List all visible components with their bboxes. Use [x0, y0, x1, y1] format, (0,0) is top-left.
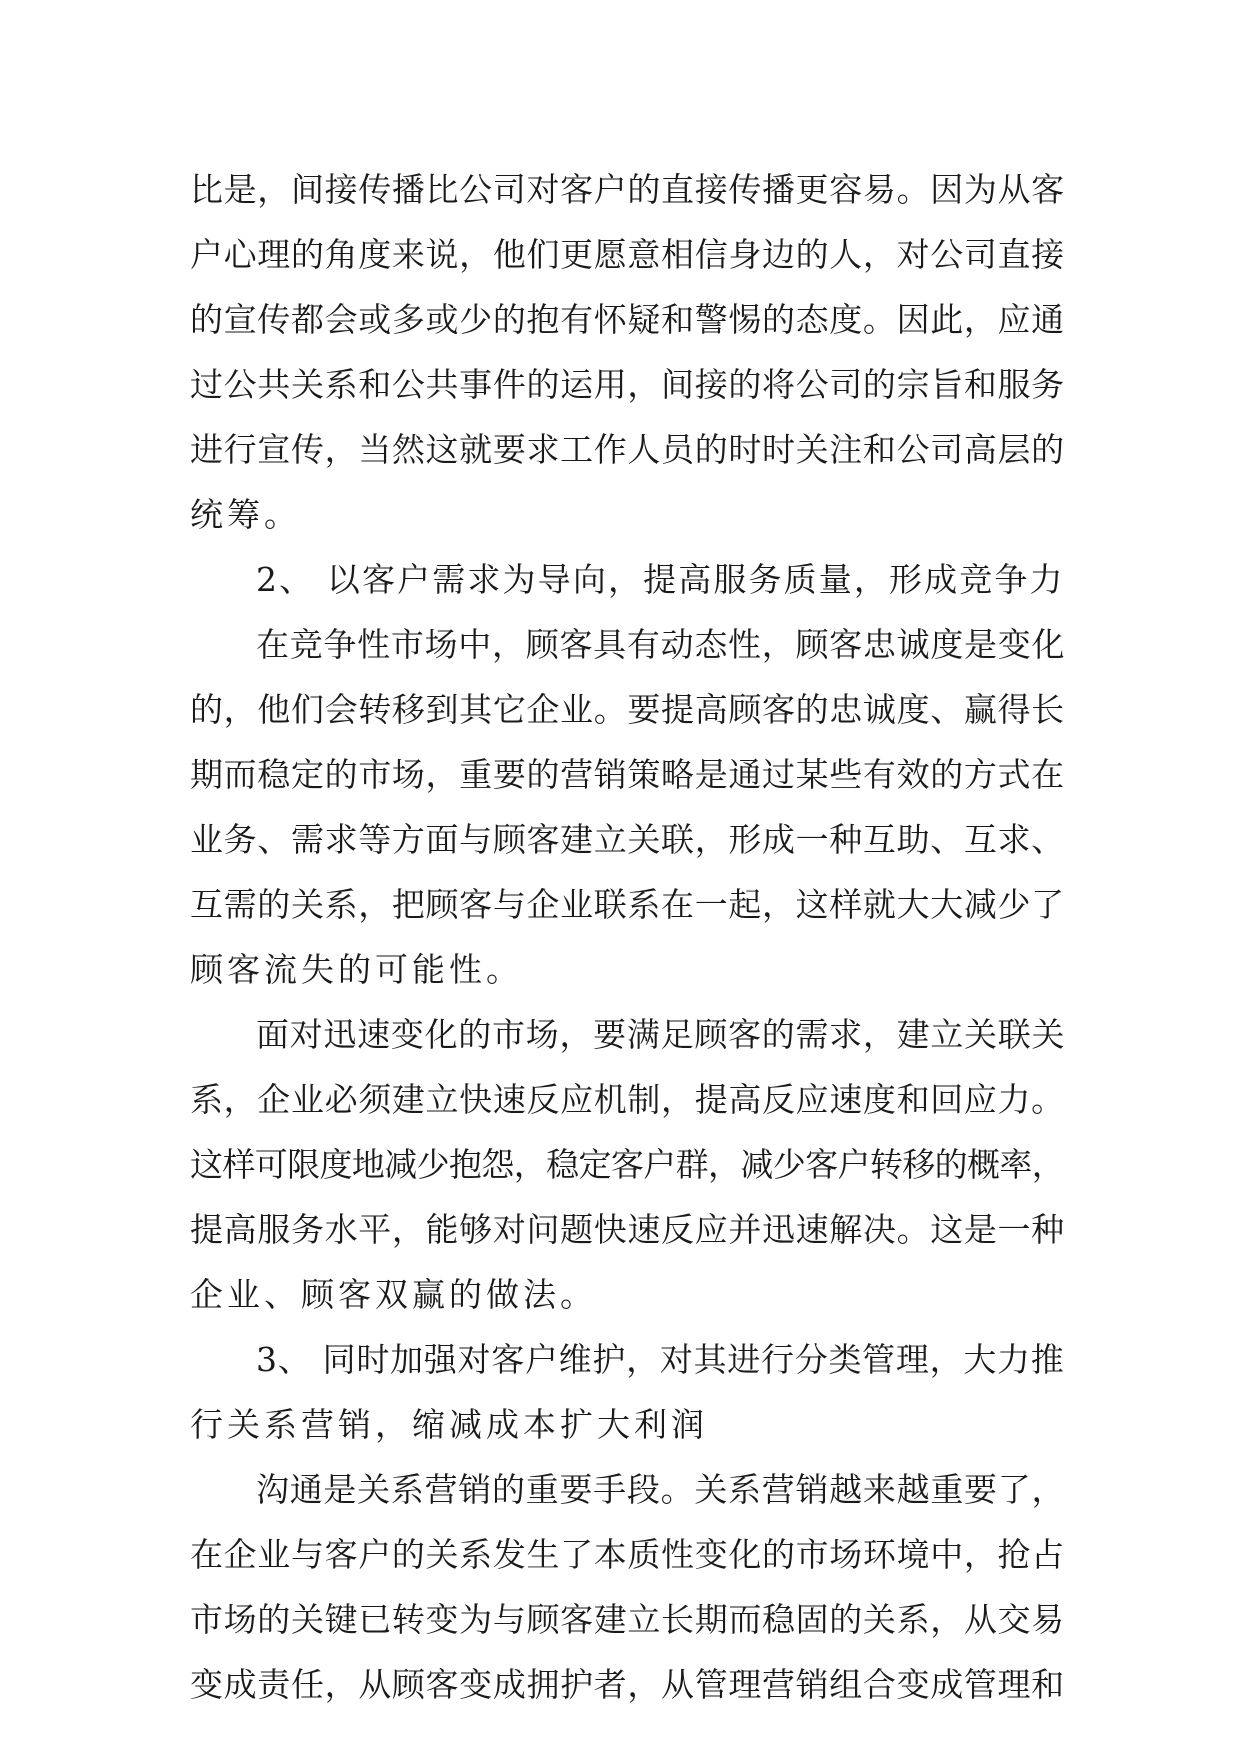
text-line: 市场的关键已转变为与顾客建立长期而稳固的关系，从交易	[190, 1600, 1065, 1639]
text-line: 行关系营销，缩减成本扩大利润	[190, 1405, 708, 1444]
text-line: 这样可限度地减少抱怨，稳定客户群，减少客户转移的概率，	[190, 1145, 1065, 1184]
text-line: 在竞争性市场中，顾客具有动态性，顾客忠诚度是变化	[256, 625, 1066, 664]
text-line: 进行宣传，当然这就要求工作人员的时时关注和公司高层的	[190, 430, 1065, 469]
text-line: 互需的关系，把顾客与企业联系在一起，这样就大大减少了	[190, 885, 1065, 924]
text-line: 比是，间接传播比公司对客户的直接传播更容易。因为从客	[190, 170, 1065, 209]
text-line: 业务、需求等方面与顾客建立关联，形成一种互助、互求、	[190, 820, 1065, 859]
text-line: 在企业与客户的关系发生了本质性变化的市场环境中，抢占	[190, 1535, 1065, 1574]
text-line: 3、 同时加强对客户维护，对其进行分类管理，大力推	[256, 1340, 1065, 1379]
body-text	[190, 157, 1070, 1717]
text-line: 面对迅速变化的市场，要满足顾客的需求，建立关联关	[256, 1015, 1066, 1054]
text-line: 顾客流失的可能性。	[190, 950, 523, 989]
text-line: 沟通是关系营销的重要手段。关系营销越来越重要了，	[256, 1470, 1066, 1509]
text-line: 系，企业必须建立快速反应机制，提高反应速度和回应力。	[190, 1080, 1065, 1119]
text-line: 变成责任，从顾客变成拥护者，从管理营销组合变成管理和	[190, 1665, 1065, 1704]
text-line: 企业、顾客双赢的做法。	[190, 1275, 597, 1314]
text-line: 2、 以客户需求为导向，提高服务质量，形成竞争力	[256, 560, 1065, 599]
text-line: 期而稳定的市场，重要的营销策略是通过某些有效的方式在	[190, 755, 1065, 794]
text-line: 的，他们会转移到其它企业。要提高顾客的忠诚度、赢得长	[190, 690, 1065, 729]
text-line: 统筹。	[190, 495, 301, 534]
text-line: 提高服务水平，能够对问题快速反应并迅速解决。这是一种	[190, 1210, 1065, 1249]
text-line: 过公共关系和公共事件的运用，间接的将公司的宗旨和服务	[190, 365, 1065, 404]
text-line: 户心理的角度来说，他们更愿意相信身边的人，对公司直接	[190, 235, 1065, 274]
text-line: 的宣传都会或多或少的抱有怀疑和警惕的态度。因此，应通	[190, 300, 1065, 339]
